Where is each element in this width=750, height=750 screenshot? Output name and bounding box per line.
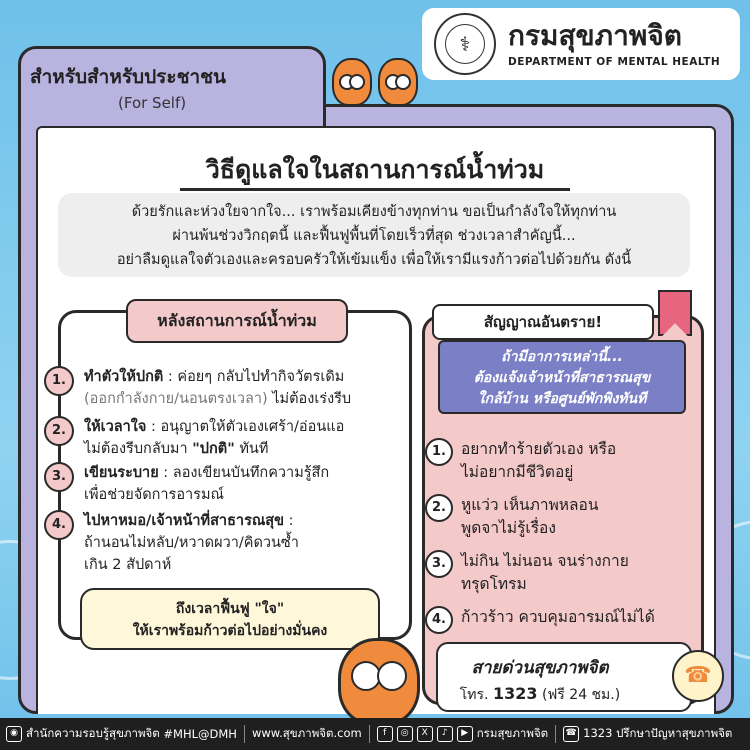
audience-subtitle: (For Self) bbox=[118, 94, 187, 112]
logo-name-en: DEPARTMENT OF MENTAL HEALTH bbox=[508, 56, 721, 68]
warning-line: ใกล้บ้าน หรือศูนย์พักพิงทันที bbox=[477, 391, 647, 407]
instagram-icon[interactable]: ◎ bbox=[397, 726, 413, 742]
footer-tag: #MHL@DMH bbox=[163, 727, 237, 741]
danger-warning bbox=[438, 340, 686, 414]
hotline-suffix: (ฟรี 24 ชม.) bbox=[541, 687, 621, 703]
item-number: 2. bbox=[425, 494, 453, 522]
step-text: : ลองเขียนบันทึกความรู้สึก bbox=[158, 465, 330, 481]
owl-mascot-icon bbox=[338, 638, 420, 726]
mascot-icon bbox=[378, 58, 418, 106]
step-text: เกิน 2 สัปดาห์ bbox=[84, 557, 172, 573]
step-number: 2. bbox=[44, 416, 74, 446]
danger-heading: สัญญาณอันตราย! bbox=[432, 304, 654, 340]
bookmark-ribbon-icon bbox=[658, 290, 692, 336]
item-text: ทรุดโทรม bbox=[461, 575, 527, 593]
footer-hotline: 1323 ปรึกษาปัญหาสุขภาพจิต bbox=[583, 726, 733, 740]
recover-line: ถึงเวลาฟื้นฟู "ใจ" bbox=[175, 601, 285, 617]
step-number: 3. bbox=[44, 462, 74, 492]
ministry-seal-icon: ⚕ bbox=[434, 13, 496, 75]
intro-line: ด้วยรักและห่วงใยจากใจ... เราพร้อมเคียงข้างทุกท่าน ขอเป็นกำลังใจให้ทุกท่าน bbox=[131, 204, 617, 220]
warning-line: ถ้ามีอาการเหล่านี้... bbox=[501, 349, 623, 365]
step-title: ให้เวลาใจ bbox=[84, 419, 147, 435]
step-note: (ออกกำลังกาย/นอนตรงเวลา) bbox=[84, 391, 268, 407]
step-number: 1. bbox=[44, 366, 74, 396]
hotline-number: 1323 bbox=[492, 684, 538, 703]
audience-title: สำหรับสำหรับประชาชน bbox=[30, 66, 227, 88]
step-emphasis: "ปกติ" bbox=[192, 441, 235, 457]
item-text: ไม่กิน ไม่นอน จนร่างกาย bbox=[461, 552, 629, 570]
after-flood-heading: หลังสถานการณ์น้ำท่วม bbox=[126, 299, 348, 343]
step-text: ไม่ต้องรีบกลับมา bbox=[84, 441, 193, 457]
tiktok-icon[interactable]: ♪ bbox=[437, 726, 453, 742]
intro-box bbox=[58, 193, 690, 277]
hotline-prefix: โทร. bbox=[459, 687, 489, 703]
x-icon[interactable]: X bbox=[417, 726, 433, 742]
youtube-icon[interactable]: ▶ bbox=[457, 726, 473, 742]
recover-box bbox=[80, 588, 380, 650]
phone-icon: ☎ bbox=[672, 650, 724, 702]
intro-line: ผ่านพ้นช่วงวิกฤตนี้ และฟื้นฟูพื้นที่โดยเร็วที่สุด ช่วงเวลาสำคัญนี้... bbox=[172, 228, 576, 244]
logo-box bbox=[422, 8, 740, 80]
item-text: พูดจาไม่รู้เรื่อง bbox=[461, 519, 556, 537]
item-text: อยากทำร้ายตัวเอง หรือ bbox=[461, 440, 617, 458]
logo-name-th: กรมสุขภาพจิต bbox=[508, 19, 682, 52]
warning-line: ต้องแจ้งเจ้าหน้าที่สาธารณสุข bbox=[473, 370, 651, 386]
step-text: ไม่ต้องเร่งรีบ bbox=[267, 391, 352, 407]
step-text: : ค่อยๆ กลับไปทำกิจวัตรเดิม bbox=[163, 369, 345, 385]
footer-channel: กรมสุขภาพจิต bbox=[476, 726, 549, 740]
hotline-box bbox=[436, 642, 692, 712]
item-text: ก้าวร้าว ควบคุมอารมณ์ไม่ได้ bbox=[461, 608, 655, 626]
step-text: ทันที bbox=[234, 441, 269, 457]
facebook-icon[interactable]: f bbox=[377, 726, 393, 742]
mascot-icon bbox=[332, 58, 372, 106]
title-underline bbox=[180, 188, 570, 191]
step-number: 4. bbox=[44, 510, 74, 540]
step-text: ถ้านอนไม่หลับ/หวาดผวา/คิดวนซ้ำ bbox=[84, 535, 299, 551]
intro-line: อย่าลืมดูแลใจตัวเองและครอบครัวให้เข้มแข็ง เพื่อให้เรามีแรงก้าวต่อไปด้วยกัน ดังนี้ bbox=[116, 252, 632, 268]
item-number: 4. bbox=[425, 606, 453, 634]
step-title: ทำตัวให้ปกติ bbox=[84, 369, 164, 385]
item-text: ไม่อยากมีชีวิตอยู่ bbox=[461, 463, 574, 481]
item-text: หูแว่ว เห็นภาพหลอน bbox=[461, 496, 599, 514]
item-number: 3. bbox=[425, 550, 453, 578]
step-text: เพื่อช่วยจัดการอารมณ์ bbox=[84, 487, 224, 503]
page-title: วิธีดูแลใจในสถานการณ์น้ำท่วม bbox=[205, 155, 545, 184]
step-title: เขียนระบาย bbox=[84, 465, 159, 481]
recover-line: ให้เราพร้อมก้าวต่อไปอย่างมั่นคง bbox=[132, 623, 328, 639]
org-logo-icon: ◉ bbox=[6, 726, 22, 742]
step-text: : bbox=[284, 513, 294, 529]
step-title: ไปหาหมอ/เจ้าหน้าที่สาธารณสุข bbox=[84, 513, 285, 529]
footer-org: สำนักความรอบรู้สุขภาพจิต bbox=[26, 726, 160, 740]
phone-small-icon: ☎ bbox=[563, 726, 579, 742]
hotline-title: สายด่วนสุขภาพจิต bbox=[471, 658, 609, 678]
footer-web[interactable]: www.สุขภาพจิต.com bbox=[251, 726, 362, 740]
step-text: : อนุญาตให้ตัวเองเศร้า/อ่อนแอ bbox=[146, 419, 345, 435]
footer bbox=[0, 718, 750, 750]
item-number: 1. bbox=[425, 438, 453, 466]
